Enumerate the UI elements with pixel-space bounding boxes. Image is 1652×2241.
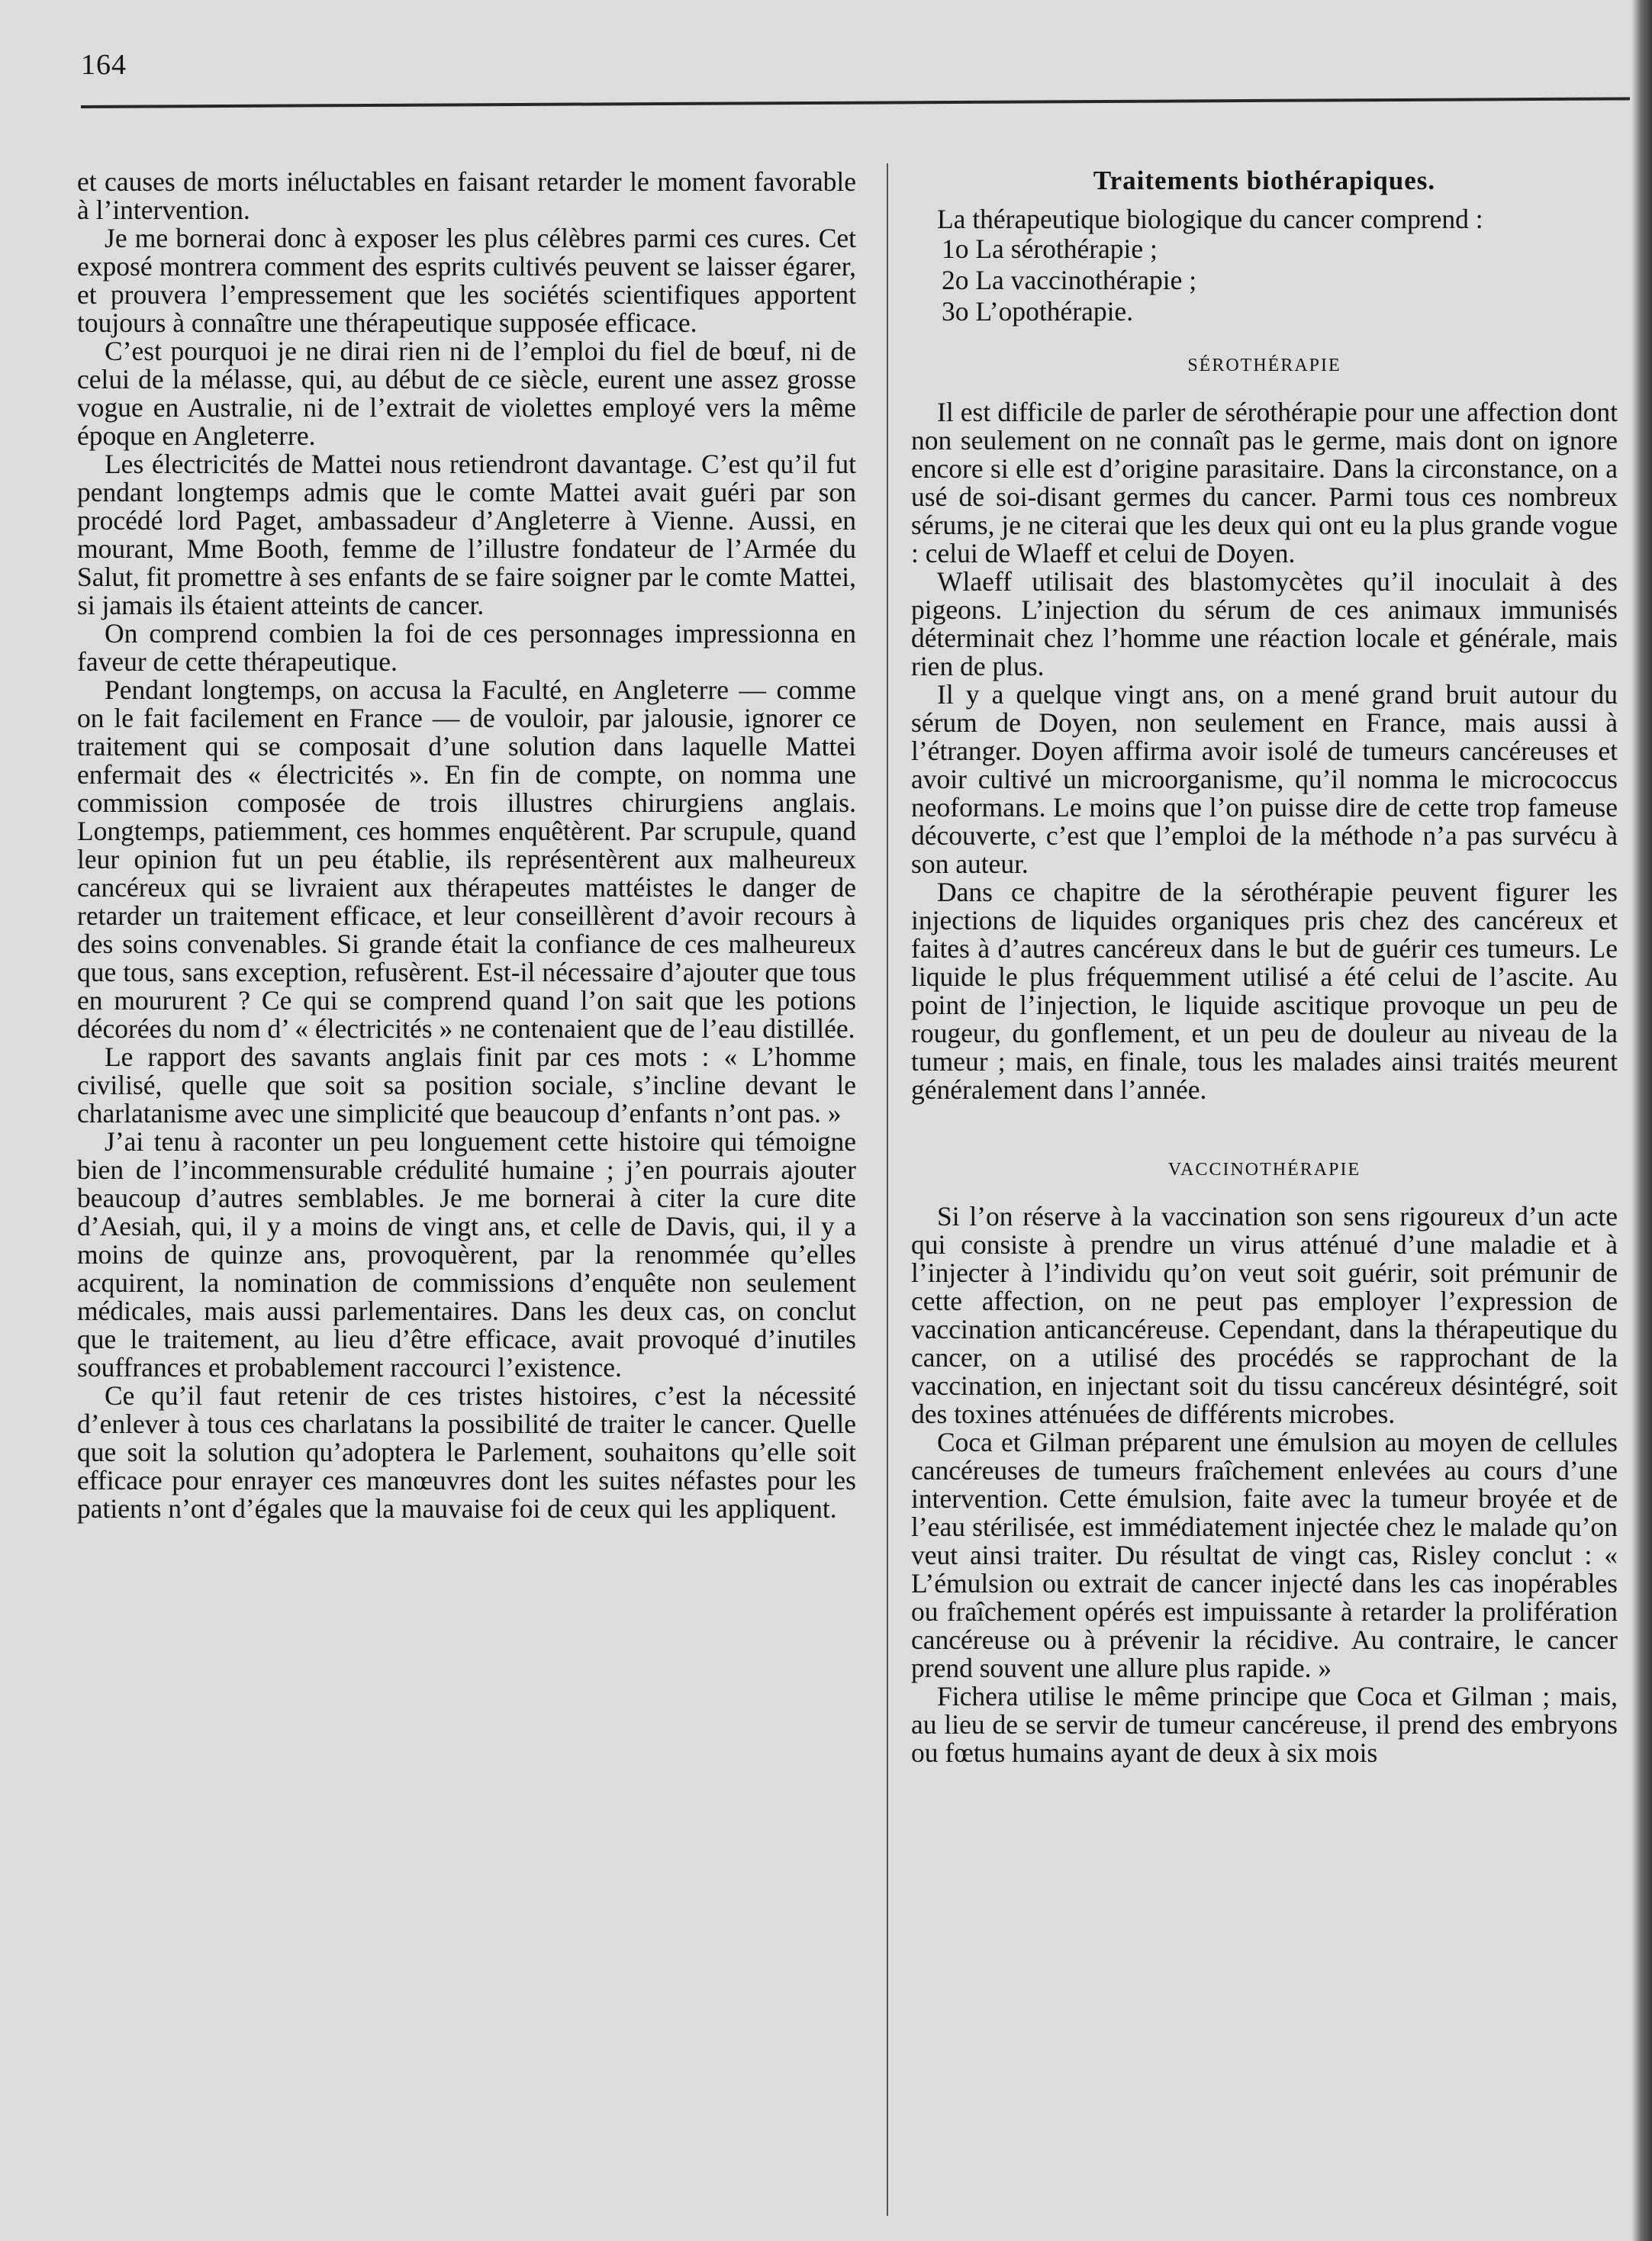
page-number: 164	[81, 49, 127, 81]
left-paragraph: Ce qu’il faut retenir de ces tristes histoires, c’est la nécessité d’enlever à tous ces charlatans la possibilité de traiter le cancer. Quelle que soit la solution qu’adoptera le Parlement, souhaitons qu’elle soit efficace pour enrayer ces manœuvres dont les suites néfastes pour les patients n’ont d’égales que la mauvaise foi de ceux qui les appliquent.	[77, 1380, 856, 1524]
serotherapie-paragraph: Il y a quelque vingt ans, on a mené grand bruit autour du sérum de Doyen, non seulement en France, mais aussi à l’étranger. Doyen affirma avoir isolé de tumeurs cancéreuses et avoir cultivé un microorganisme, qu’il nomma le micrococcus neoformans. Le moins que l’on puisse dire de cette trop fameuse découverte, c’est que l’emploi de la méthode n’a pas survécu à son auteur.	[911, 679, 1618, 879]
left-paragraph: On comprend combien la foi de ces personnages impressionna en faveur de cette thérapeutique.	[77, 618, 856, 677]
left-paragraph: Pendant longtemps, on accusa la Faculté, en Angleterre — comme on le fait facilement en France — de vouloir, par jalousie, ignorer ce traitement qui se composait d’une solution dans laquelle Mattei enfermait des « électricités ». En fin de compte, on nomma une commission composée de trois illustres chirurgiens anglais. Longtemps, patiemment, ces hommes enquêtèrent. Par scrupule, quand leur opinion fut un peu établie, ils représentèrent aux malheureux cancéreux qui se livraient aux thérapeutes mattéistes le danger de retarder un traitement efficace, et leur conseillèrent d’avoir recours à des soins convenables. Si grande était la confiance de ces malheureux que tous, sans exception, refusèrent. Est-il nécessaire d’ajouter que tous en moururent ? Ce qui se comprend quand l’on sait que les potions décorées du nom d’ « électricités » ne contenaient que de l’eau distillée.	[77, 675, 856, 1044]
serotherapie-paragraph: Il est difficile de parler de sérothérapie pour une affection dont non seulement on ne connaît pas le germe, mais dont on ignore encore si elle est d’origine parasitaire. Dans la circonstance, on a usé de soi-disant germes du cancer. Parmi tous ces nombreux sérums, je ne citerai que les deux qui ont eu la plus grande vogue : celui de Wlaeff et celui de Doyen.	[911, 397, 1618, 568]
left-paragraph: Les électricités de Mattei nous retiendront davantage. C’est qu’il fut pendant longtemps admis que le comte Mattei avait guéri par son procédé lord Paget, ambassadeur d’Angleterre à Vienne. Aussi, en mourant, Mme Booth, femme de l’illustre fondateur de l’Armée du Salut, fit promettre à ses enfants de se faire soigner par le comte Mattei, si jamais ils étaient atteints de cancer.	[77, 449, 856, 620]
list-item: 1o La sérothérapie ;	[942, 233, 1158, 264]
left-paragraph: et causes de morts inéluctables en faisant retarder le moment favorable à l’intervention.	[77, 166, 856, 225]
left-text-column	[77, 168, 856, 1523]
page-edge-shadow	[1632, 0, 1652, 2241]
subheading-vaccinotherapie: VACCINOTHÉRAPIE	[1167, 1160, 1361, 1180]
vaccinotherapie-paragraph: Coca et Gilman préparent une émulsion au moyen de cellules cancéreuses de tumeurs fraîchement enlevées au cours d’une intervention. Cette émulsion, faite avec la tumeur broyée et de l’eau stérilisée, est immédiatement injectée chez le malade qu’on veut ainsi traiter. Du résultat de vingt cas, Risley conclut : « L’émulsion ou extrait de cancer injecté dans les cas inopérables ou fraîchement opérés est impuissante à retarder la prolifération cancéreuse ou à prévenir la récidive. Au contraire, le cancer prend souvent une allure plus rapide. »	[911, 1427, 1618, 1683]
serotherapie-paragraph: Dans ce chapitre de la sérothérapie peuvent figurer les injections de liquides organiques pris chez des cancéreux et faites à d’autres cancéreux dans le but de guérir ces tumeurs. Le liquide le plus fréquemment utilisé a été celui de l’ascite. Au point de l’injection, le liquide ascitique provoque un peu de rougeur, du gonflement, et un peu de douleur au niveau de la tumeur ; mais, en finale, tous les malades ainsi traités meurent généralement dans l’année.	[911, 877, 1618, 1105]
section-title: Traitements biothérapiques.	[1093, 166, 1436, 195]
left-paragraph: Le rapport des savants anglais finit par ces mots : « L’homme civilisé, quelle que soit sa position sociale, s’incline devant le charlatanisme avec une simplicité que beaucoup d’enfants n’ont pas. »	[77, 1042, 856, 1129]
serotherapie-paragraph: Wlaeff utilisait des blastomycètes qu’il inoculait à des pigeons. L’injection du sérum de ces animaux immunisés déterminait chez l’homme une réaction locale et générale, mais rien de plus.	[911, 566, 1618, 681]
intro-text: La thérapeutique biologique du cancer comprend :	[937, 204, 1483, 234]
list-item: 2o La vaccinothérapie ;	[942, 265, 1197, 295]
subheading-serotherapie: SÉROTHÉRAPIE	[1187, 356, 1341, 375]
therapy-list	[911, 233, 1618, 327]
right-text-column	[911, 163, 1618, 1767]
vaccinotherapie-paragraph: Si l’on réserve à la vaccination son sens rigoureux d’un acte qui consiste à prendre un virus atténué d’une maladie et à l’injecter à l’individu qu’on veut soit guérir, soit prémunir de cette affection, on ne peut pas employer l’expression de vaccination anticancéreuse. Cependant, dans la thérapeutique du cancer, on a utilisé des procédés se rapprochant de la vaccination, en injectant soit du tissu cancéreux désintégré, soit des toxines atténuées de différents microbes.	[911, 1201, 1618, 1429]
list-item: 3o L’opothérapie.	[942, 296, 1134, 327]
vaccinotherapie-paragraph: Fichera utilise le même principe que Coca et Gilman ; mais, au lieu de se servir de tumeur cancéreuse, il prend des embryons ou fœtus humains ayant de deux à six mois	[911, 1681, 1618, 1768]
column-divider	[887, 163, 888, 2216]
left-paragraph: J’ai tenu à raconter un peu longuement cette histoire qui témoigne bien de l’incommensurable crédulité humaine ; j’en pourrais ajouter beaucoup d’autres semblables. Je me bornerai à citer la cure dite d’Aesiah, qui, il y a moins de vingt ans, et celle de Davis, qui, il y a moins de quinze ans, provoquèrent, par la renommée qu’elles acquirent, la nomination de commissions d’enquête non seulement médicales, mais aussi parlementaires. Dans les deux cas, on conclut que le traitement, au lieu d’être efficace, avait provoqué d’inutiles souffrances et probablement raccourci l’existence.	[77, 1126, 856, 1383]
header-rule	[81, 97, 1630, 108]
left-paragraph: C’est pourquoi je ne dirai rien ni de l’emploi du fiel de bœuf, ni de celui de la mélasse, qui, au début de ce siècle, eurent une assez grosse vogue en Australie, ni de l’extrait de violettes employé vers la même époque en Angleterre.	[77, 336, 856, 451]
left-paragraph: Je me bornerai donc à exposer les plus célèbres parmi ces cures. Cet exposé montrera comment des esprits cultivés peuvent se laisser égarer, et prouvera l’empressement que les sociétés scientifiques apportent toujours à connaître une thérapeutique supposée efficace.	[77, 223, 856, 338]
